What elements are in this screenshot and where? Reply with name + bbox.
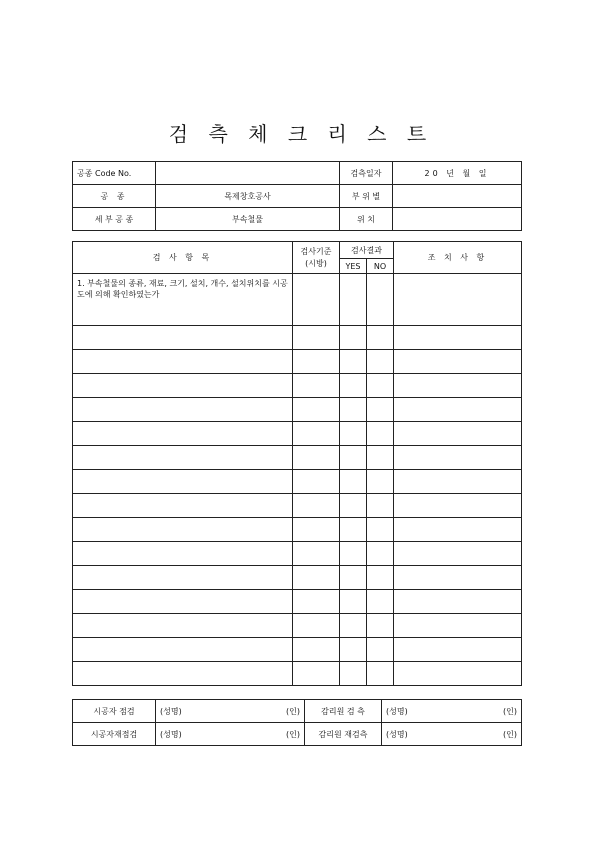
date-label: 검측일자 [340, 162, 393, 185]
no-cell[interactable] [367, 494, 394, 518]
action-cell[interactable] [394, 494, 522, 518]
action-cell[interactable] [394, 470, 522, 494]
seal-label: (인) [503, 706, 517, 716]
col-yes-header: YES [340, 259, 367, 274]
table-row [73, 326, 522, 350]
floor-label: 부 위 별 [340, 185, 393, 208]
seal-label: (인) [503, 729, 517, 739]
item-cell[interactable] [73, 446, 293, 470]
name-label: (성명) [160, 706, 182, 716]
action-cell[interactable] [394, 518, 522, 542]
col-action-header: 조 치 사 항 [394, 242, 522, 274]
code-label: 공종 Code No. [73, 162, 156, 185]
action-cell[interactable] [394, 398, 522, 422]
yes-cell[interactable] [340, 350, 367, 374]
item-cell[interactable] [73, 422, 293, 446]
no-cell[interactable] [367, 350, 394, 374]
yes-cell[interactable] [340, 470, 367, 494]
standard-cell[interactable] [293, 614, 340, 638]
contractor-recheck-label: 시공자재점검 [73, 723, 156, 746]
col-item-header: 검 사 항 목 [73, 242, 293, 274]
action-cell[interactable] [394, 614, 522, 638]
col-standard-sub: (시방) [305, 258, 327, 268]
item-cell[interactable] [73, 662, 293, 686]
name-label: (성명) [386, 729, 408, 739]
page-title: 검 측 체 크 리 스 트 [168, 122, 427, 146]
detail-value[interactable]: 부속철물 [156, 208, 340, 231]
standard-cell[interactable] [293, 542, 340, 566]
standard-cell[interactable] [293, 518, 340, 542]
no-cell[interactable] [367, 662, 394, 686]
action-cell[interactable] [394, 446, 522, 470]
yes-cell[interactable] [340, 662, 367, 686]
yes-cell[interactable] [340, 374, 367, 398]
yes-cell[interactable] [340, 614, 367, 638]
standard-cell[interactable] [293, 446, 340, 470]
action-cell[interactable] [394, 566, 522, 590]
name-label: (성명) [386, 706, 408, 716]
item-cell[interactable] [73, 374, 293, 398]
contractor-check-sign[interactable] [156, 700, 305, 723]
action-cell[interactable] [394, 590, 522, 614]
no-cell[interactable] [367, 398, 394, 422]
standard-cell[interactable] [293, 494, 340, 518]
work-value[interactable]: 목제창호공사 [156, 185, 340, 208]
yes-cell[interactable] [340, 494, 367, 518]
table-row [73, 494, 522, 518]
action-cell[interactable] [394, 274, 522, 326]
no-cell[interactable] [367, 374, 394, 398]
standard-cell[interactable] [293, 422, 340, 446]
item-cell[interactable] [73, 398, 293, 422]
no-cell[interactable] [367, 422, 394, 446]
supervisor-check-label: 감리원 검 측 [305, 700, 382, 723]
yes-cell[interactable] [340, 446, 367, 470]
signature-table [72, 699, 522, 746]
item-cell[interactable] [73, 350, 293, 374]
action-cell[interactable] [394, 326, 522, 350]
standard-cell[interactable] [293, 374, 340, 398]
yes-cell[interactable] [340, 518, 367, 542]
table-row [73, 274, 522, 326]
standard-cell[interactable] [293, 662, 340, 686]
table-row [73, 614, 522, 638]
yes-cell[interactable] [340, 590, 367, 614]
yes-cell[interactable] [340, 566, 367, 590]
work-label: 공 종 [73, 185, 156, 208]
no-cell[interactable] [367, 446, 394, 470]
detail-label: 세 부 공 종 [73, 208, 156, 231]
table-row [73, 566, 522, 590]
table-row [73, 398, 522, 422]
inspection-table [72, 241, 522, 686]
supervisor-check-sign[interactable] [382, 700, 522, 723]
yes-cell[interactable] [340, 326, 367, 350]
yes-cell[interactable] [340, 398, 367, 422]
date-field[interactable]: 20 년 월 일 [393, 162, 522, 185]
item-cell[interactable] [73, 614, 293, 638]
item-cell[interactable] [73, 542, 293, 566]
table-row [73, 518, 522, 542]
empty-rows [73, 326, 522, 686]
item-cell[interactable] [73, 638, 293, 662]
yes-cell[interactable] [340, 542, 367, 566]
standard-cell[interactable] [293, 274, 340, 326]
no-cell[interactable] [367, 590, 394, 614]
item-cell[interactable] [73, 326, 293, 350]
table-row [73, 542, 522, 566]
floor-field[interactable] [393, 185, 522, 208]
no-cell[interactable] [367, 566, 394, 590]
table-row [73, 446, 522, 470]
table-row [73, 590, 522, 614]
standard-cell[interactable] [293, 638, 340, 662]
location-field[interactable] [393, 208, 522, 231]
no-cell[interactable] [367, 326, 394, 350]
supervisor-recheck-label: 감리원 재검측 [305, 723, 382, 746]
name-label: (성명) [160, 729, 182, 739]
standard-cell[interactable] [293, 398, 340, 422]
col-standard-label: 검사기준 [300, 246, 332, 256]
seal-label: (인) [286, 729, 300, 739]
table-row [73, 470, 522, 494]
action-cell[interactable] [394, 542, 522, 566]
action-cell[interactable] [394, 374, 522, 398]
action-cell[interactable] [394, 422, 522, 446]
col-no-header: NO [367, 259, 394, 274]
no-cell[interactable] [367, 638, 394, 662]
yes-cell[interactable] [340, 274, 367, 326]
item-cell[interactable] [73, 470, 293, 494]
item-cell[interactable] [73, 494, 293, 518]
table-row [73, 350, 522, 374]
standard-cell[interactable] [293, 350, 340, 374]
no-cell[interactable] [367, 518, 394, 542]
code-field[interactable] [156, 162, 340, 185]
action-cell[interactable] [394, 662, 522, 686]
action-cell[interactable] [394, 350, 522, 374]
col-result-header: 검사결과 [340, 242, 394, 259]
item-cell[interactable] [73, 566, 293, 590]
action-cell[interactable] [394, 638, 522, 662]
table-row [73, 422, 522, 446]
supervisor-recheck-sign[interactable] [382, 723, 522, 746]
location-label: 위 치 [340, 208, 393, 231]
col-standard-header [293, 242, 340, 274]
seal-label: (인) [286, 706, 300, 716]
no-cell[interactable] [367, 614, 394, 638]
yes-cell[interactable] [340, 422, 367, 446]
table-row [73, 662, 522, 686]
no-cell[interactable] [367, 274, 394, 326]
no-cell[interactable] [367, 470, 394, 494]
contractor-check-label: 시공자 점검 [73, 700, 156, 723]
contractor-recheck-sign[interactable] [156, 723, 305, 746]
inspection-item-text: 1. 부속철물의 종류, 재료, 크기, 설치, 개수, 설치위치를 시공도에 의해 확인하였는가 [73, 274, 293, 326]
standard-cell[interactable] [293, 470, 340, 494]
standard-cell[interactable] [293, 566, 340, 590]
table-row [73, 374, 522, 398]
header-table [72, 161, 522, 231]
table-row [73, 638, 522, 662]
no-cell[interactable] [367, 542, 394, 566]
yes-cell[interactable] [340, 638, 367, 662]
standard-cell[interactable] [293, 326, 340, 350]
standard-cell[interactable] [293, 590, 340, 614]
item-cell[interactable] [73, 518, 293, 542]
item-cell[interactable] [73, 590, 293, 614]
